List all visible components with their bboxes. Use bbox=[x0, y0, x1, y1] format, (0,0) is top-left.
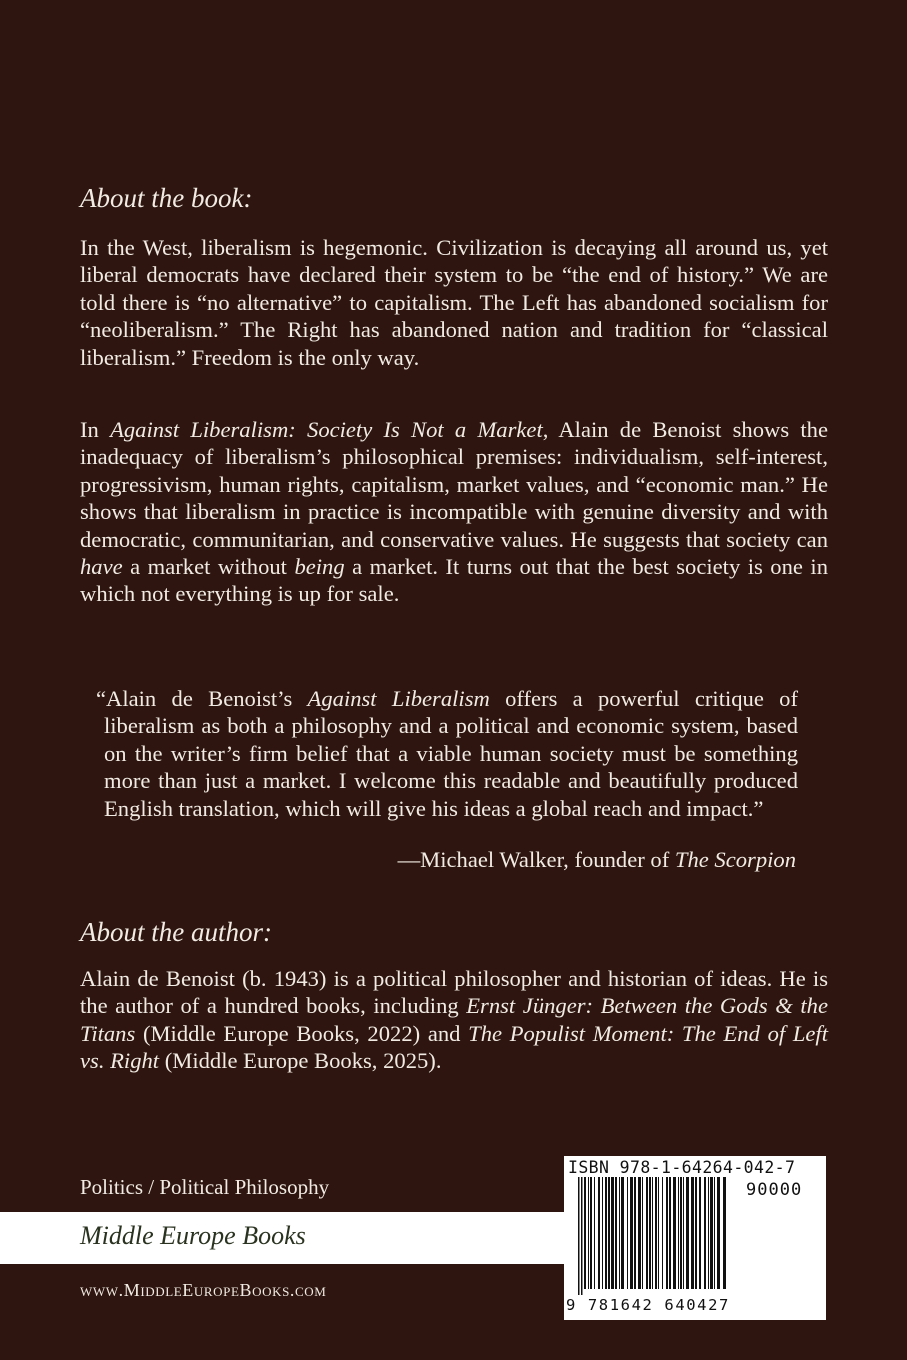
barcode-bars bbox=[578, 1177, 736, 1295]
barcode-bar bbox=[678, 1177, 679, 1289]
barcode-bar bbox=[704, 1177, 706, 1289]
barcode-bar bbox=[584, 1177, 586, 1289]
barcode-bar bbox=[717, 1177, 720, 1289]
publisher-name: Middle Europe Books bbox=[80, 1221, 306, 1250]
barcode-bar bbox=[658, 1177, 659, 1289]
barcode-bar bbox=[590, 1177, 592, 1289]
book-title: Against Liberalism: Society Is Not a Market bbox=[110, 417, 543, 442]
emphasis-being: being bbox=[294, 554, 345, 580]
category-label: Politics / Political Philosophy bbox=[80, 1175, 330, 1199]
barcode-bar bbox=[723, 1177, 726, 1289]
author-book-1: Ernst Jünger: Between the Gods & the Titans bbox=[80, 993, 828, 1046]
quote-open: “Alain de Benoist’s bbox=[96, 686, 308, 711]
barcode-bar bbox=[673, 1177, 676, 1289]
quote-book-title: Against Liberalism bbox=[307, 686, 490, 711]
endorsement-quote bbox=[96, 685, 798, 822]
author-text-b: (Middle Europe Books, 2022) and bbox=[135, 1020, 469, 1046]
barcode-bar bbox=[642, 1177, 643, 1289]
barcode-bar bbox=[602, 1177, 603, 1289]
p2-text-c: a market. It turns out that the best society is one in which not everything is up for sale. bbox=[80, 554, 828, 607]
barcode-bar bbox=[686, 1177, 689, 1289]
barcode-bar bbox=[695, 1177, 697, 1289]
about-author-heading: About the author: bbox=[80, 917, 272, 947]
barcode-bar bbox=[649, 1177, 651, 1289]
quote-text: offers a powerful critique of liberalism as both a philosophy and a political and economic system, based on the writer’s firm belief that a viable human society must be something more than just a market. I welcome this readable and beautifully produced English translation, which will give his ideas a global reach and impact.” bbox=[104, 686, 798, 821]
barcode-bar bbox=[619, 1177, 620, 1289]
about-book-heading: About the book: bbox=[80, 183, 253, 213]
barcode-bar bbox=[669, 1177, 671, 1289]
barcode-bar bbox=[598, 1177, 600, 1289]
barcode-bar bbox=[611, 1177, 614, 1289]
barcode-guard-bar bbox=[581, 1177, 583, 1295]
isbn-label: ISBN 978-1-64264-042-7 bbox=[568, 1158, 796, 1177]
barcode-bar bbox=[621, 1177, 624, 1289]
barcode-bar bbox=[666, 1177, 668, 1289]
barcode-bar bbox=[608, 1177, 610, 1289]
p2-text-a: , Alain de Benoist shows the inadequacy of liberalism’s philosophical premises: individualism, self-interest, progressivism, human rights, capitalism, market values, and “economic man.” He shows that liberalism in practice is incompatible with genuine diversity and with democratic, communitarian, and conservative values. He suggests that society can bbox=[80, 417, 828, 552]
barcode-bar bbox=[630, 1177, 633, 1289]
barcode-bar bbox=[588, 1177, 589, 1289]
barcode-bar bbox=[646, 1177, 648, 1289]
barcode-bar bbox=[710, 1177, 713, 1289]
emphasis-have: have bbox=[80, 554, 123, 580]
barcode-bar bbox=[714, 1177, 715, 1289]
barcode-bar bbox=[655, 1177, 657, 1289]
p2-in: In bbox=[80, 417, 111, 442]
about-book-paragraph-1: In the West, liberalism is hegemonic. Civilization is decaying all around us, yet liberal democrats have declared their system to be “the end of history.” We are told there is “no alternative” to capitalism. The Left has abandoned socialism for “neoliberalism.” The Right has abandoned nation and tradition for “classical liberalism.” Freedom is the only way. bbox=[80, 235, 828, 370]
ean-digits: 9 781642 640427 bbox=[566, 1296, 730, 1314]
barcode-bar bbox=[699, 1177, 701, 1289]
barcode-bar bbox=[708, 1177, 709, 1289]
barcode-bar bbox=[680, 1177, 682, 1289]
barcode-bar bbox=[594, 1177, 595, 1289]
price-code: 90000 bbox=[746, 1180, 803, 1200]
about-author-paragraph bbox=[80, 965, 828, 1075]
about-book-paragraph-2 bbox=[80, 416, 828, 608]
p2-text-b: a market without bbox=[122, 554, 295, 580]
author-text-a: Alain de Benoist (b. 1943) is a political philosopher and historian of ideas. He is the author of a hundred books, including bbox=[80, 966, 828, 1019]
barcode-guard-bar bbox=[578, 1177, 580, 1295]
barcode-bar bbox=[683, 1177, 684, 1289]
author-text-c: (Middle Europe Books, 2025). bbox=[159, 1048, 442, 1074]
barcode-bar bbox=[638, 1177, 641, 1289]
barcode-bar bbox=[634, 1177, 636, 1289]
barcode-bar bbox=[615, 1177, 617, 1289]
barcode-bar bbox=[605, 1177, 607, 1289]
publisher-website: www.MiddleEuropeBooks.com bbox=[80, 1280, 327, 1300]
author-book-2: The Populist Moment: The End of Left vs. Right bbox=[80, 1020, 828, 1074]
attribution-name: —Michael Walker, founder of bbox=[397, 847, 675, 872]
barcode-bar bbox=[662, 1177, 663, 1289]
barcode-bar bbox=[627, 1177, 628, 1289]
endorsement-attribution bbox=[398, 846, 796, 873]
attribution-publication: The Scorpion bbox=[674, 847, 796, 872]
barcode-bar bbox=[691, 1177, 694, 1289]
barcode-bar bbox=[652, 1177, 653, 1289]
